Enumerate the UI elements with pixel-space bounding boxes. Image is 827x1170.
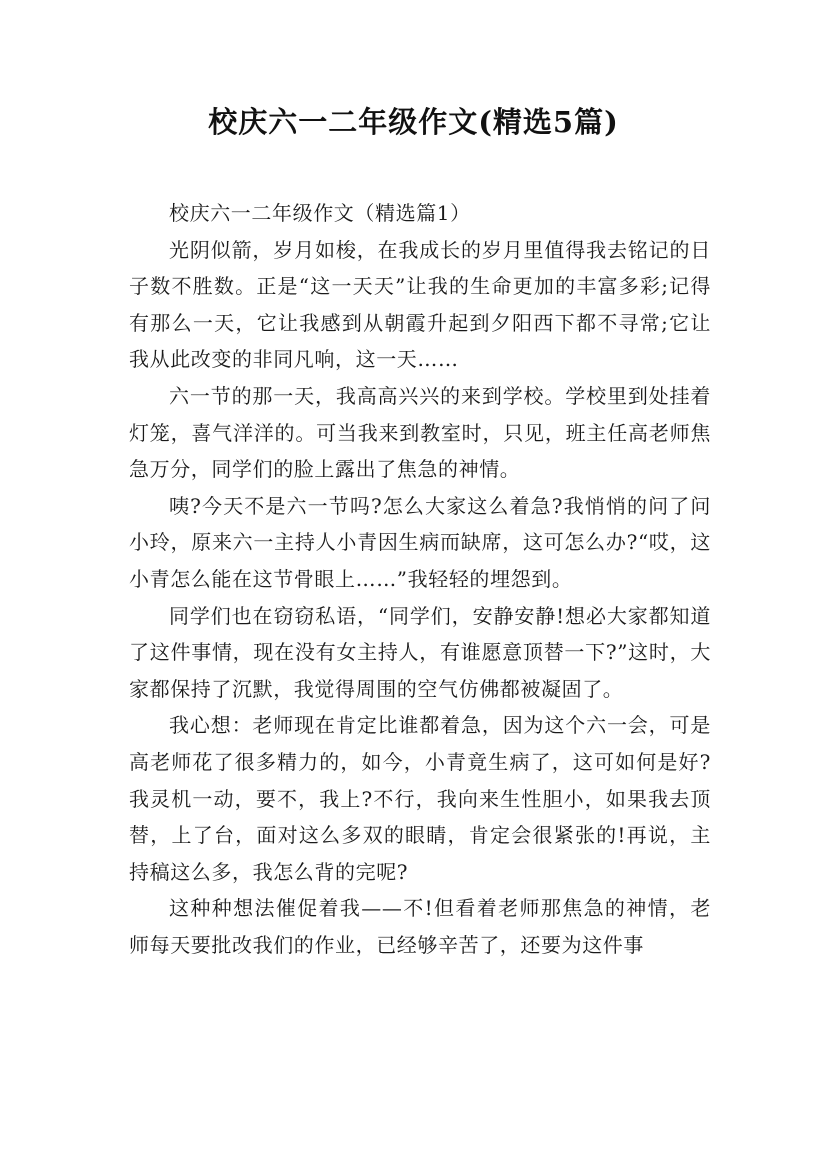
- paragraph: 光阴似箭，岁月如梭，在我成长的岁月里值得我去铭记的日子数不胜数。正是“这一天天”让我的生命更加的丰富多彩;记得有那么一天，它让我感到从朝霞升起到夕阳西下都不寻常;它让我从此改变的非同凡响，这一天……: [129, 237, 711, 372]
- document-body: [129, 195, 711, 963]
- paragraph: 咦?今天不是六一节吗?怎么大家这么着急?我悄悄的问了问小玲，原来六一主持人小青因生病而缺席，这可怎么办?“哎，这小青怎么能在这节骨眼上……”我轻轻的埋怨到。: [129, 493, 711, 591]
- section-heading: 校庆六一二年级作文（精选篇1）: [169, 201, 471, 225]
- paragraph: 六一节的那一天，我高高兴兴的来到学校。学校里到处挂着灯笼，喜气洋洋的。可当我来到教室时，只见，班主任高老师焦急万分，同学们的脸上露出了焦急的神情。: [129, 383, 711, 482]
- document-title: 校庆六一二年级作文(精选5篇): [208, 105, 619, 139]
- paragraph: 同学们也在窃窃私语，“同学们，安静安静!想必大家都知道了这件事情，现在没有女主持人，有谁愿意顶替一下?”这时，大家都保持了沉默，我觉得周围的空气仿佛都被凝固了。: [129, 603, 711, 701]
- paragraph: 我心想：老师现在肯定比谁都着急，因为这个六一会，可是高老师花了很多精力的，如今，小青竟生病了，这可如何是好?我灵机一动，要不，我上?不行，我向来生性胆小，如果我去顶替，上了台，面对这么多双的眼睛，肯定会很紧张的!再说，主持稿这么多，我怎么背的完呢?: [129, 713, 711, 884]
- paragraph: 这种种想法催促着我——不!但看着老师那焦急的神情，老师每天要批改我们的作业，已经够辛苦了，还要为这件事: [129, 896, 711, 957]
